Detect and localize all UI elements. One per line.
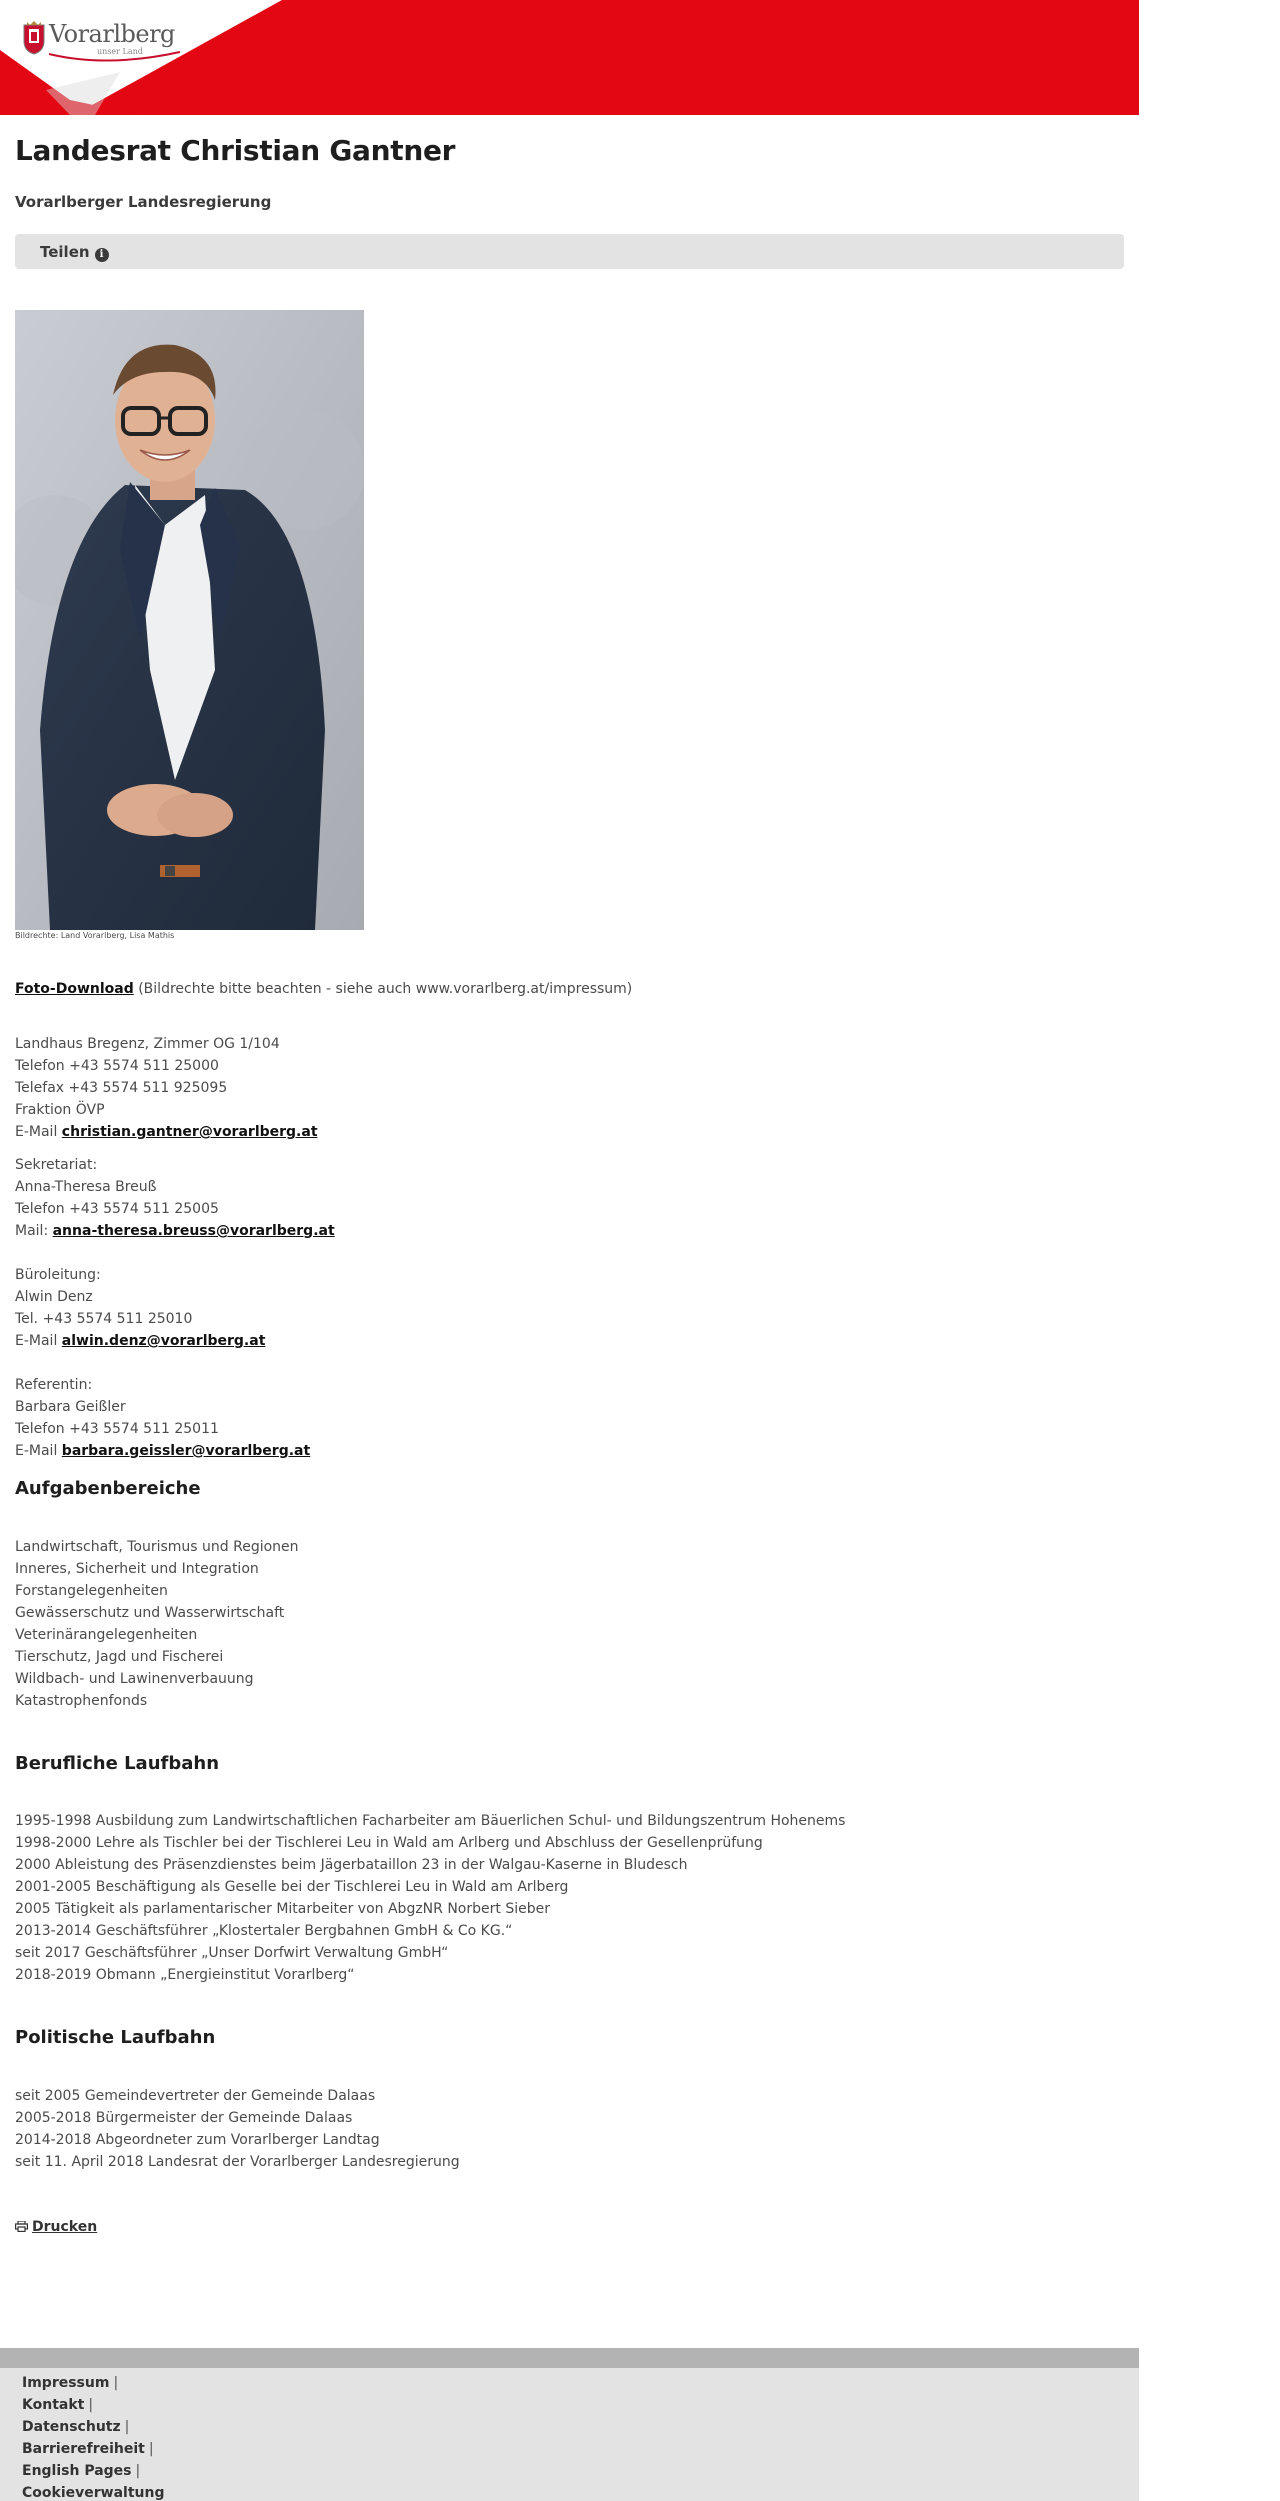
logo-swoosh (47, 50, 182, 64)
photo-download-link[interactable]: Foto-Download (15, 981, 134, 997)
footer-link-label: Barrierefreiheit (22, 2441, 145, 2457)
office-management-name: Alwin Denz (15, 1289, 93, 1305)
footer-link-label: Cookieverwaltung (22, 2485, 165, 2501)
political-item: seit 11. April 2018 Landesrat der Vorarlberger Landesregierung (15, 2154, 460, 2170)
secretariat-email-row (15, 1223, 335, 1239)
secretariat-heading: Sekretariat: (15, 1157, 98, 1173)
advisor-email-row (15, 1443, 310, 1459)
print-button[interactable] (15, 2219, 97, 2235)
career-heading: Berufliche Laufbahn (15, 1753, 220, 1774)
photo-download-row (15, 981, 632, 997)
site-header (0, 0, 1139, 115)
advisor-heading: Referentin: (15, 1377, 93, 1393)
info-circle-icon: i (95, 248, 109, 262)
email-prefix: E-Mail (15, 1124, 58, 1140)
responsibility-item: Veterinärangelegenheiten (15, 1627, 198, 1643)
office-management-heading: Büroleitung: (15, 1267, 101, 1283)
advisor-phone: Telefon +43 5574 511 25011 (15, 1421, 219, 1437)
responsibility-item: Katastrophenfonds (15, 1693, 148, 1709)
share-bar[interactable] (15, 234, 1124, 269)
email-prefix: E-Mail (15, 1333, 58, 1349)
footer-top-bar (0, 2348, 1139, 2368)
footer-link-label: English Pages (22, 2463, 132, 2479)
contact-faction: Fraktion ÖVP (15, 1102, 105, 1118)
footer-link-barrierefreiheit[interactable] (22, 2441, 154, 2457)
footer-separator: | (135, 2463, 141, 2479)
logo-wordmark: Vorarlberg (49, 20, 175, 48)
footer-link-label: Kontakt (22, 2397, 85, 2413)
career-item: 2000 Ableistung des Präsenzdienstes beim Jägerbataillon 23 in der Walgau-Kaserne in Bludesch (15, 1857, 688, 1873)
portrait-photo (15, 310, 364, 930)
contact-email-link[interactable]: christian.gantner@vorarlberg.at (61, 1124, 318, 1140)
page-subtitle: Vorarlberger Landesregierung (15, 193, 272, 211)
page-title: Landesrat Christian Gantner (15, 134, 456, 167)
responsibility-item: Tierschutz, Jagd und Fischerei (15, 1649, 224, 1665)
footer-separator: | (113, 2375, 119, 2391)
vorarlberg-logo[interactable] (17, 18, 177, 62)
photo-caption: Bildrechte: Land Vorarlberg, Lisa Mathis (15, 931, 175, 940)
career-item: 1995-1998 Ausbildung zum Landwirtschaftlichen Facharbeiter am Bäuerlichen Schul- und Bildungszentrum Hohenems (15, 1813, 846, 1829)
site-footer (0, 2368, 1139, 2501)
email-prefix: Mail: (15, 1223, 49, 1239)
political-item: 2014-2018 Abgeordneter zum Vorarlberger Landtag (15, 2132, 380, 2148)
responsibility-item: Landwirtschaft, Tourismus und Regionen (15, 1539, 299, 1555)
contact-email-row (15, 1124, 318, 1140)
email-prefix: E-Mail (15, 1443, 58, 1459)
advisor-name: Barbara Geißler (15, 1399, 126, 1415)
political-heading: Politische Laufbahn (15, 2027, 216, 2048)
footer-link-label: Impressum (22, 2375, 110, 2391)
political-item: 2005-2018 Bürgermeister der Gemeinde Dalaas (15, 2110, 353, 2126)
footer-separator: | (148, 2441, 154, 2457)
footer-link-datenschutz[interactable] (22, 2419, 129, 2435)
political-item: seit 2005 Gemeindevertreter der Gemeinde Dalaas (15, 2088, 376, 2104)
advisor-email-link[interactable]: barbara.geissler@vorarlberg.at (61, 1443, 311, 1459)
footer-link-cookieverwaltung[interactable] (22, 2485, 164, 2501)
career-item: 2001-2005 Beschäftigung als Geselle bei der Tischlerei Leu in Wald am Arlberg (15, 1879, 569, 1895)
secretariat-email-link[interactable]: anna-theresa.breuss@vorarlberg.at (52, 1223, 335, 1239)
responsibility-item: Gewässerschutz und Wasserwirtschaft (15, 1605, 285, 1621)
share-button[interactable] (40, 243, 109, 262)
footer-link-impressum[interactable] (22, 2375, 118, 2391)
office-management-email-link[interactable]: alwin.denz@vorarlberg.at (61, 1333, 266, 1349)
office-management-phone: Tel. +43 5574 511 25010 (15, 1311, 193, 1327)
footer-link-label: Datenschutz (22, 2419, 121, 2435)
secretariat-name: Anna-Theresa Breuß (15, 1179, 157, 1195)
responsibilities-heading: Aufgabenbereiche (15, 1478, 201, 1499)
footer-link-english-pages[interactable] (22, 2463, 140, 2479)
career-item: 2013-2014 Geschäftsführer „Klostertaler Bergbahnen GmbH & Co KG.“ (15, 1923, 513, 1939)
footer-separator: | (124, 2419, 130, 2435)
responsibility-item: Inneres, Sicherheit und Integration (15, 1561, 259, 1577)
career-item: 1998-2000 Lehre als Tischler bei der Tischlerei Leu in Wald am Arlberg und Abschluss der Gesellenprüfung (15, 1835, 763, 1851)
office-management-email-row (15, 1333, 265, 1349)
printer-icon (15, 2221, 28, 2232)
photo-download-note: (Bildrechte bitte beachten - siehe auch www.vorarlberg.at/impressum) (138, 981, 633, 997)
contact-phone: Telefon +43 5574 511 25000 (15, 1058, 219, 1074)
coat-of-arms-icon (22, 19, 46, 55)
responsibility-item: Wildbach- und Lawinenverbauung (15, 1671, 254, 1687)
print-label: Drucken (32, 2219, 98, 2235)
career-item: seit 2017 Geschäftsführer „Unser Dorfwirt Verwaltung GmbH“ (15, 1945, 449, 1961)
footer-link-kontakt[interactable] (22, 2397, 93, 2413)
share-label: Teilen (40, 243, 90, 261)
logo-subtext: unser Land (97, 47, 143, 56)
contact-fax: Telefax +43 5574 511 925095 (15, 1080, 228, 1096)
secretariat-phone: Telefon +43 5574 511 25005 (15, 1201, 219, 1217)
contact-address: Landhaus Bregenz, Zimmer OG 1/104 (15, 1036, 280, 1052)
footer-separator: | (88, 2397, 94, 2413)
career-item: 2005 Tätigkeit als parlamentarischer Mitarbeiter von AbgzNR Norbert Sieber (15, 1901, 550, 1917)
career-item: 2018-2019 Obmann „Energieinstitut Vorarlberg“ (15, 1967, 355, 1983)
responsibility-item: Forstangelegenheiten (15, 1583, 168, 1599)
